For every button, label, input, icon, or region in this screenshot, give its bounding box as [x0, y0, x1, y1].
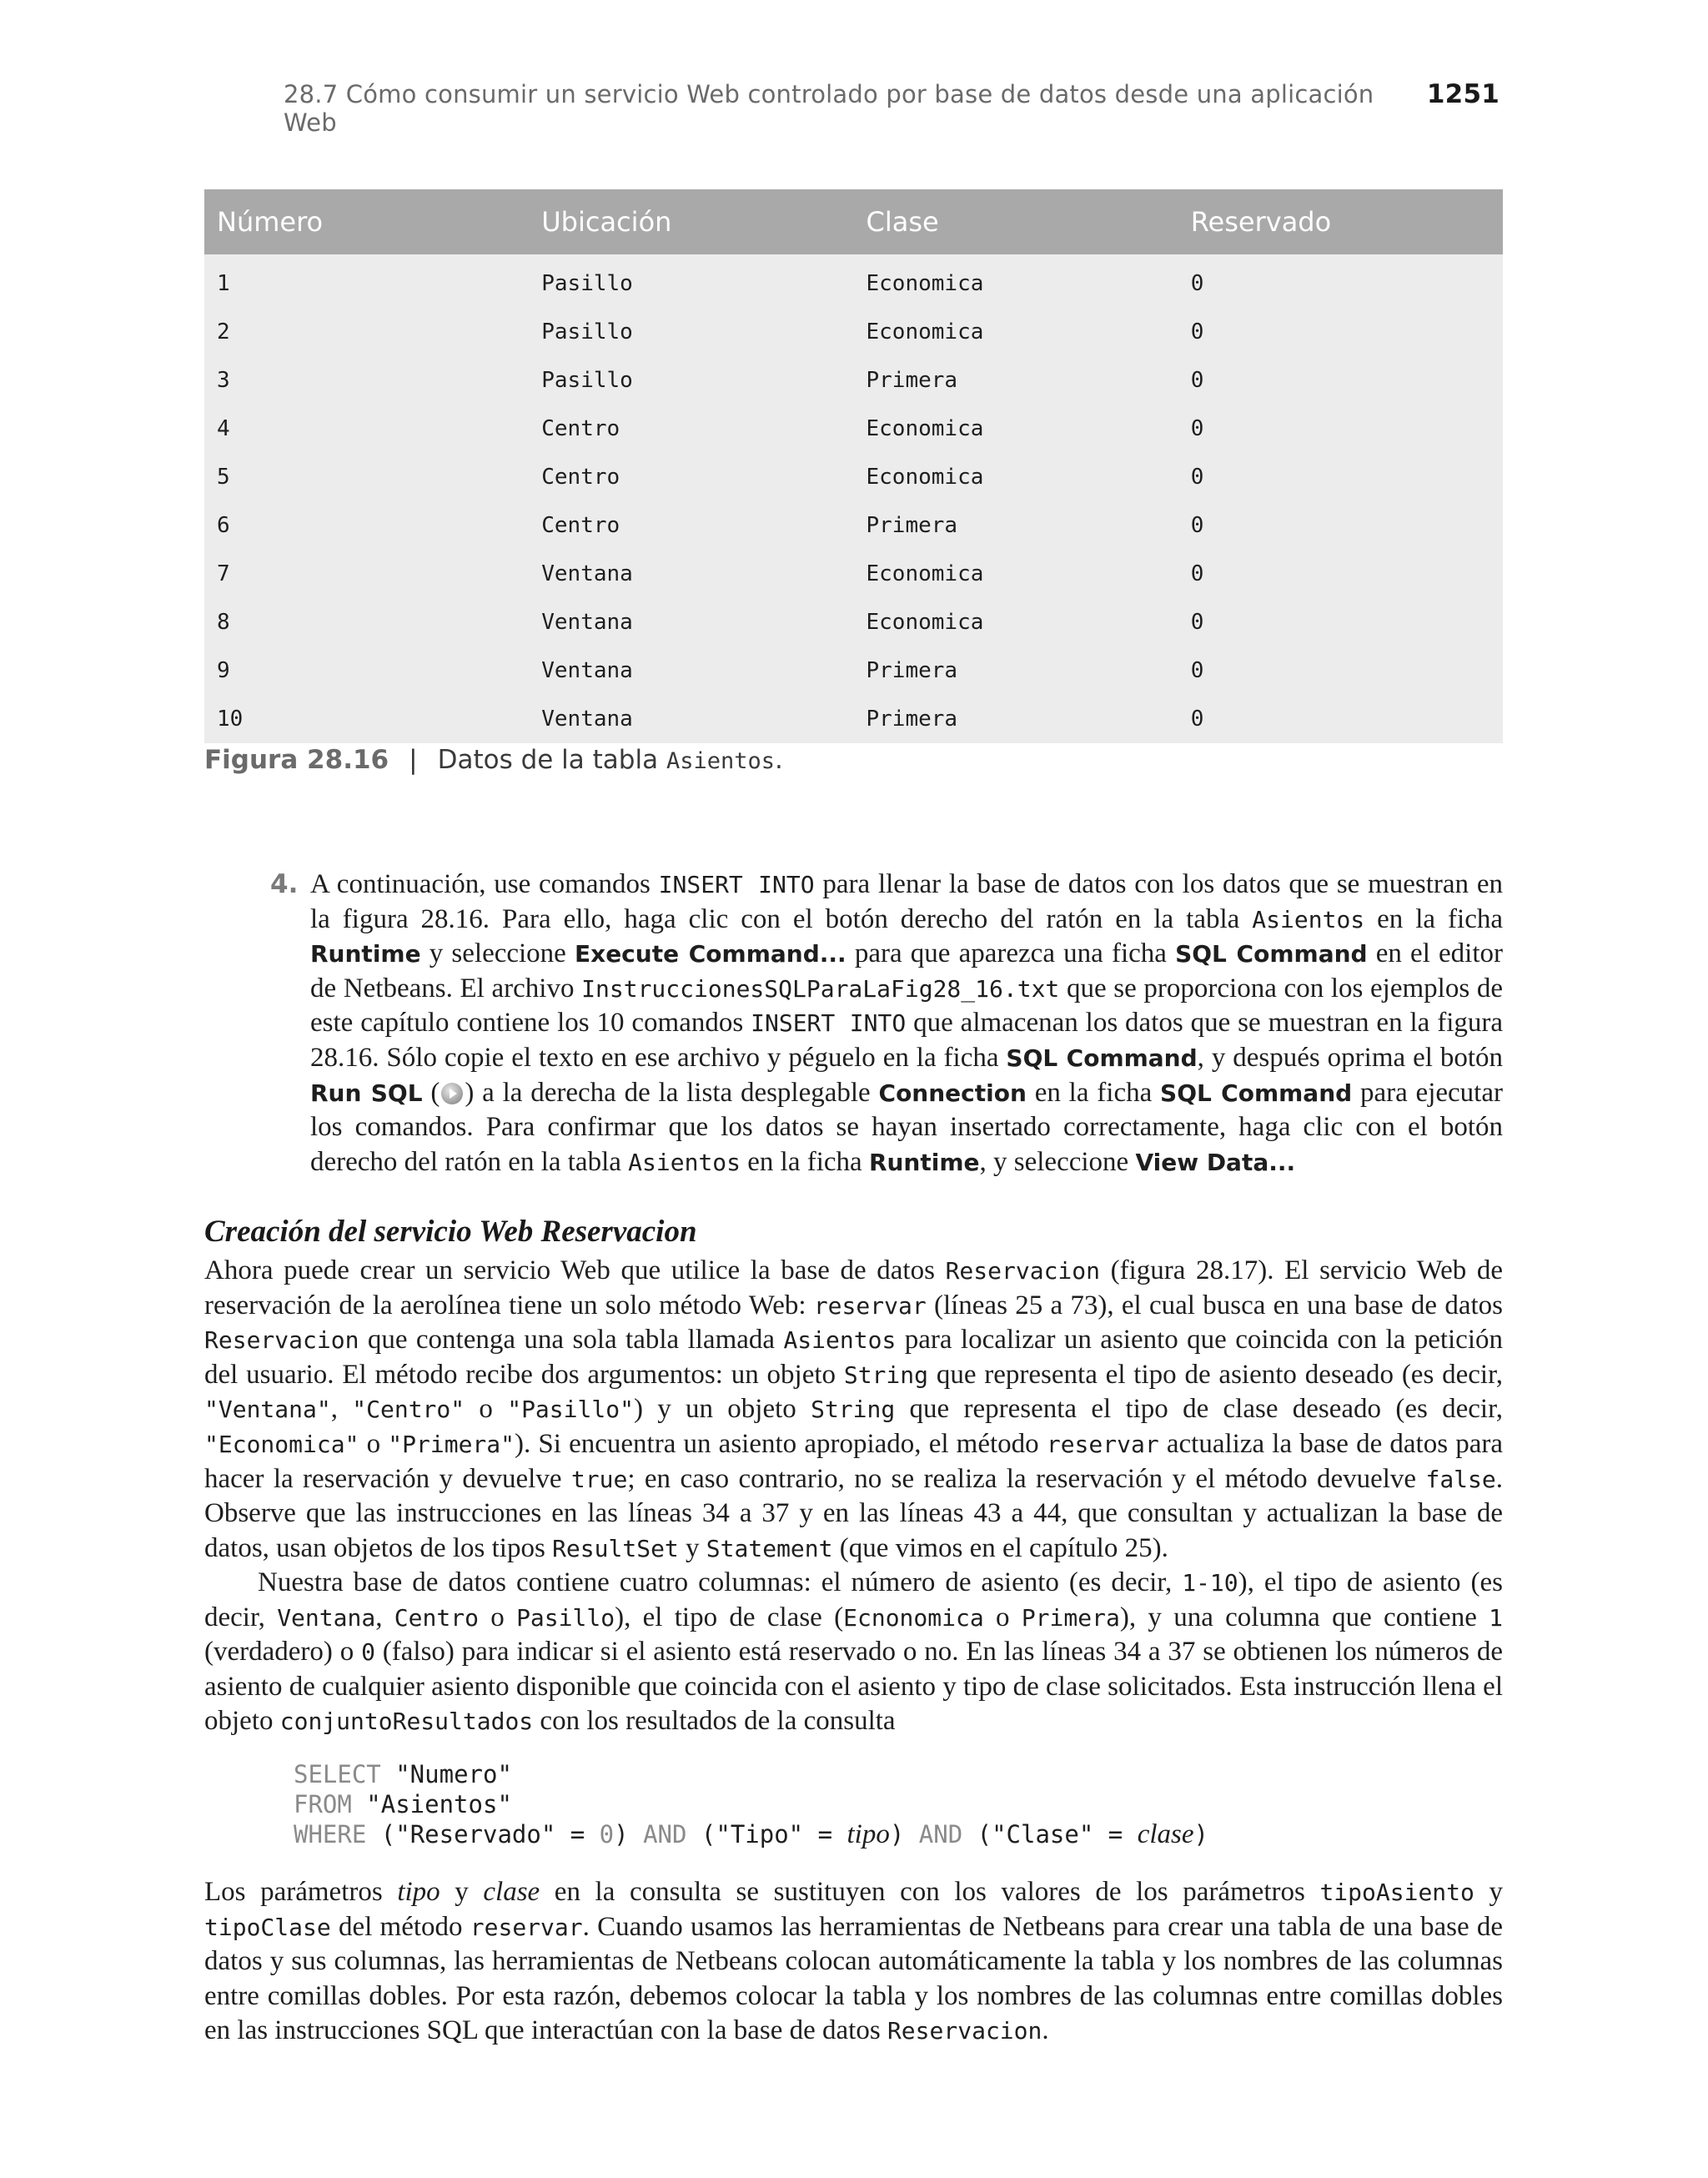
sql-code-block [294, 1759, 1208, 1849]
step-number: 4. [270, 869, 299, 899]
caption-text: Datos de la tabla Asientos. [437, 745, 783, 775]
table-row [204, 550, 1503, 598]
cell-ubicacion: Ventana [529, 550, 853, 598]
cell-clase: Economica [854, 453, 1178, 501]
cell-ubicacion: Centro [529, 453, 853, 501]
cell-numero: 10 [204, 695, 529, 743]
table-row [204, 501, 1503, 550]
table-row [204, 646, 1503, 695]
running-header [284, 79, 1500, 137]
table-row [204, 356, 1503, 405]
cell-clase: Economica [854, 550, 1178, 598]
cell-clase: Primera [854, 356, 1178, 405]
paragraph-2: Nuestra base de datos contiene cuatro columnas: el número de asiento (es decir, 1-10), el tipo de asiento (es decir, Ventana, Centro o Pasillo), el tipo de clase (Ecnonomica o Primera), y una columna que contiene 1 (verdadero) o 0 (falso) para indicar si el asiento está reservado o no. En las líneas 34 a 37 se obtienen los números de asiento de cualquier asiento disponible que coincida con el asiento y tipo de clase solicitados. Esta instrucción llena el objeto conjuntoResultados con los resultados de la consulta [204, 1567, 1504, 1737]
cell-ubicacion: Centro [529, 501, 853, 550]
cell-clase: Economica [854, 598, 1178, 646]
table-row [204, 598, 1503, 646]
column-header-ubicacion: Ubicación [529, 189, 853, 254]
cell-numero: 5 [204, 453, 529, 501]
cell-reservado: 0 [1178, 550, 1503, 598]
table-row [204, 308, 1503, 356]
cell-numero: 2 [204, 308, 529, 356]
table-row [204, 405, 1503, 453]
table-row [204, 254, 1503, 308]
cell-reservado: 0 [1178, 646, 1503, 695]
cell-numero: 7 [204, 550, 529, 598]
sql-line-select: SELECT "Numero" [294, 1760, 512, 1788]
cell-ubicacion: Ventana [529, 695, 853, 743]
cell-clase: Primera [854, 501, 1178, 550]
cell-ubicacion: Ventana [529, 598, 853, 646]
cell-clase: Economica [854, 405, 1178, 453]
table-row [204, 453, 1503, 501]
cell-reservado: 0 [1178, 356, 1503, 405]
cell-numero: 8 [204, 598, 529, 646]
cell-numero: 4 [204, 405, 529, 453]
column-header-reservado: Reservado [1178, 189, 1503, 254]
cell-ubicacion: Pasillo [529, 308, 853, 356]
cell-reservado: 0 [1178, 453, 1503, 501]
caption-separator: | [409, 745, 418, 775]
figure-label: Figura 28.16 [204, 745, 389, 775]
page-number: 1251 [1426, 79, 1500, 109]
step-4-paragraph: 4. A continuación, use comandos INSERT INTO para llenar la base de datos con los datos que se muestran en la figura 28.16. Para ello, haga clic con el botón derecho del ratón en la tabla Asientos en la ficha Runtime y seleccione Execute Command... para que aparezca una ficha SQL Command en el editor de Netbeans. El archivo InstruccionesSQLParaLaFig28_16.txt que se proporciona con los ejemplos de este capítulo contiene los 10 comandos INSERT INTO que almacenan los datos que se muestran en la figura 28.16. Sólo copie el texto en ese archivo y péguelo en la ficha SQL Command, y después oprima el botón Run SQL ( ) a la derecha de la lista desplegable Connection en la ficha SQL Command para ejecutar los comandos. Para confirmar que los datos se hayan insertado correctamente, haga clic con el botón derecho del ratón en la tabla Asientos en la ficha Runtime, y seleccione View Data... [270, 869, 1503, 1177]
run-sql-icon [441, 1083, 463, 1104]
cell-ubicacion: Ventana [529, 646, 853, 695]
cell-reservado: 0 [1178, 254, 1503, 308]
figure-caption [204, 745, 783, 775]
cell-clase: Primera [854, 695, 1178, 743]
cell-numero: 6 [204, 501, 529, 550]
table-row [204, 695, 1503, 743]
cell-clase: Economica [854, 254, 1178, 308]
cell-numero: 3 [204, 356, 529, 405]
paragraph-1: Ahora puede crear un servicio Web que utilice la base de datos Reservacion (figura 28.17). El servicio Web de reservación de la aerolínea tiene un solo método Web: reservar (líneas 25 a 73), el cual busca en una base de datos Reservacion que contenga una sola tabla llamada Asientos para localizar un asiento que coincida con la petición del usuario. El método recibe dos argumentos: un objeto String que representa el tipo de asiento deseado (es decir, "Ventana", "Centro" o "Pasillo") y un objeto String que representa el tipo de clase deseado (es decir, "Economica" o "Primera"). Si encuentra un asiento apropiado, el método reservar actualiza la base de datos para hacer la reservación y devuelve true; en caso contrario, no se realiza la reservación y el método devuelve false. Observe que las instrucciones en las líneas 34 a 37 y en las líneas 43 a 44, que consultan y actualizan la base de datos, usan objetos de los tipos ResultSet y Statement (que vimos en el capítulo 25). [204, 1255, 1504, 1563]
cell-ubicacion: Pasillo [529, 356, 853, 405]
cell-ubicacion: Pasillo [529, 254, 853, 308]
section-heading: Creación del servicio Web Reservacion [204, 1215, 697, 1249]
column-header-numero: Número [204, 189, 529, 254]
paragraph-3: Los parámetros tipo y clase en la consulta se sustituyen con los valores de los parámetros tipoAsiento y tipoClase del método reservar. Cuando usamos las herramientas de Netbeans para crear una tabla de una base de datos y sus columnas, las herramientas de Netbeans colocan automáticamente la tabla y los nombres de las columnas entre comillas dobles. Por esta razón, debemos colocar la tabla y los nombres de las columnas entre comillas dobles en las instrucciones SQL que interactúan con la base de datos Reservacion. [204, 1877, 1503, 2046]
cell-reservado: 0 [1178, 501, 1503, 550]
cell-numero: 1 [204, 254, 529, 308]
column-header-clase: Clase [854, 189, 1178, 254]
cell-clase: Primera [854, 646, 1178, 695]
cell-reservado: 0 [1178, 695, 1503, 743]
sql-line-from: FROM "Asientos" [294, 1790, 512, 1818]
cell-clase: Economica [854, 308, 1178, 356]
seats-table [204, 189, 1503, 743]
cell-reservado: 0 [1178, 308, 1503, 356]
cell-reservado: 0 [1178, 405, 1503, 453]
table-header-row [204, 189, 1503, 254]
cell-numero: 9 [204, 646, 529, 695]
cell-ubicacion: Centro [529, 405, 853, 453]
cell-reservado: 0 [1178, 598, 1503, 646]
header-title: 28.7 Cómo consumir un servicio Web controlado por base de datos desde una aplicación Web [284, 80, 1374, 137]
sql-line-where: WHERE ("Reservado" = 0) AND ("Tipo" = tipo) AND ("Clase" = clase) [294, 1819, 1208, 1849]
